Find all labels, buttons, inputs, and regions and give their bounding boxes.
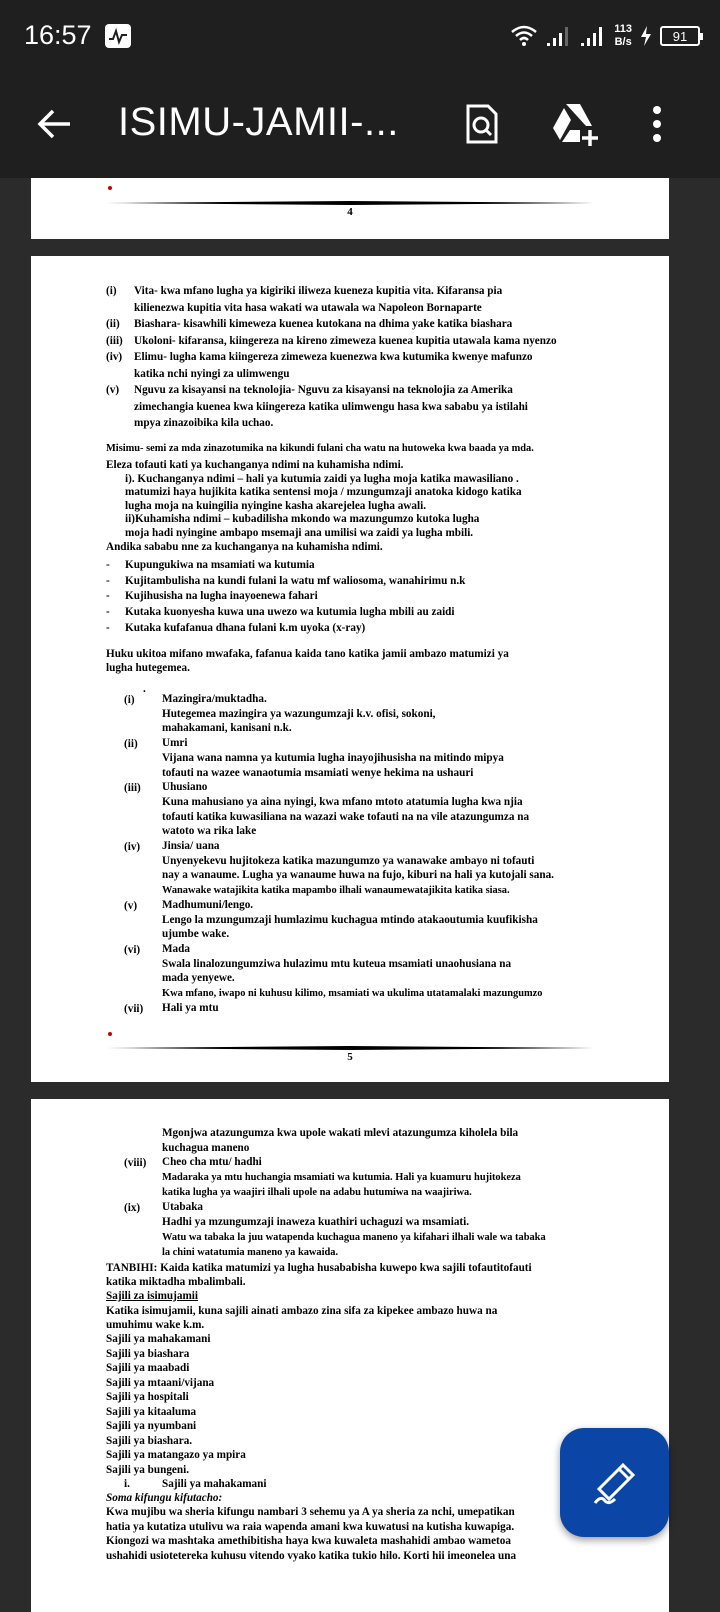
signal-icon-1 [546, 25, 572, 47]
text-line: tofauti na wazee wanaotumia msamiati wenye hekima na ushauri [162, 766, 474, 779]
text-line: Watu wa tabaka la juu watapenda kuchagua maneno ya kifahari ilhali wale wa tabaka [162, 1232, 546, 1243]
text-line: Sajili ya mahakamani [162, 1478, 267, 1490]
text-line: Katika isimujamii, kuna sajili ainati ambazo zina sifa za kipekee ambazo huwa na [106, 1305, 498, 1317]
text-line: i). Kuchanganya ndimi – hali ya kutumia zaidi ya lugha moja katika mawasiliano . [125, 472, 519, 485]
page-number: 5 [347, 1051, 353, 1063]
charging-icon [640, 26, 652, 46]
annotate-button[interactable] [560, 1428, 669, 1537]
text-line: kilienezwa kupitia vita hasa wakati wa utawala wa Napoleon Bornaparte [134, 301, 482, 314]
list-item: Sajili ya biashara. [106, 1434, 193, 1447]
text-line: lugha hutegemea. [106, 662, 190, 674]
text-line: Kutaka kuonyesha kuwa una uwezo wa kutumia lugha mbili au zaidi [125, 606, 455, 619]
text-line: hatia ya kutatiza utulivu wa raia wapenda amani kwa kuwatusi na kutisha kuwapiga. [106, 1520, 515, 1533]
bullet-marker: - [106, 590, 110, 603]
text-line: Soma kifungu kifutacho: [106, 1492, 223, 1504]
arrow-left-icon [34, 102, 78, 146]
list-label: (iv) [124, 841, 141, 853]
document-title: ISIMU-JAMII-... [118, 100, 399, 144]
text-line: Madhumuni/lengo. [162, 898, 254, 911]
back-button[interactable] [34, 102, 78, 146]
list-label: (viii) [124, 1157, 147, 1169]
status-indicators [510, 18, 700, 54]
wifi-icon [510, 24, 538, 48]
pdf-viewer[interactable] [0, 178, 720, 1612]
battery-level: 91 [672, 28, 688, 44]
text-line: Umri [162, 737, 188, 750]
text-line: watoto wa rika lake [162, 825, 257, 838]
text-line: katika miktadha mbalimbali. [106, 1275, 246, 1288]
text-line: Hadhi ya mzungumzaji inaweza kuathiri uchaguzi wa msamiati. [162, 1216, 470, 1228]
list-label: (v) [124, 899, 138, 912]
text-line: tofauti katika kuwasiliana na wazazi wake tofauti na na vile atazungumza na [162, 810, 530, 823]
text-line: katika lugha ya waajiri ilhali upole na adabu hutumiwa na waajiriwa. [162, 1187, 472, 1198]
text-line: Mada [162, 942, 190, 955]
text-line: Cheo cha mtu/ hadhi [162, 1156, 262, 1168]
list-item: Sajili ya bungeni. [106, 1463, 189, 1476]
activity-icon [105, 24, 131, 48]
text-line: Lengo la mzungumzaji humlazimu kuchagua mtindo atakaoutumia kuufikisha [162, 913, 538, 926]
more-vert-icon [640, 100, 674, 148]
red-dot-mark [108, 186, 112, 190]
list-label: (ix) [124, 1202, 141, 1214]
list-item: Sajili ya mtaani/vijana [106, 1376, 215, 1389]
text-line: ushahidi usiotetereka kuhusu vitendo vyako katika tukio hilo. Korti hii imeonelea una [106, 1549, 517, 1562]
page-rule [106, 201, 594, 205]
text-line: Andika sababu nne za kuchanganya na kuhamisha ndimi. [106, 540, 383, 553]
text-line: mahakamani, kanisani n.k. [162, 722, 292, 735]
text-line: la chini watatumia maneno ya kawaida. [162, 1247, 339, 1258]
text-line: nay a wanaume. Lugha ya wanaume huwa na fujo, kiburi na hali ya kutojali sana. [162, 869, 554, 882]
status-bar [0, 0, 720, 72]
text-line: Kutaka kufafanua dhana fulani k.m uyoka (x-ray) [125, 621, 366, 634]
text-line: moja hadi nyingine ambapo msemaji ana umilisi wa zaidi ya lugha mbili. [125, 527, 474, 539]
document-search-icon [460, 102, 504, 146]
battery-icon [660, 26, 700, 46]
text-line: Misimu- semi za mda zinazotumika na kikundi fulani cha watu na hutoweka kwa baada ya mda. [106, 443, 534, 454]
text-line: Vita- kwa mfano lugha ya kigiriki iliweza kueneza kupitia vita. Kifaransa pia [134, 285, 503, 297]
network-speed-value: 113 [614, 23, 632, 35]
text-line: Kujitambulisha na kundi fulani la watu mf waliosoma, wanahirimu n.k [125, 574, 466, 587]
text-line: Kupungukiwa na msamiati wa kutumia [125, 559, 315, 571]
text-line: zimechangia kuenea kwa kiingereza katika ulimwengu hasa kwa sababu ya istilahi [134, 400, 528, 413]
text-line: ii)Kuhamisha ndimi – kubadilisha mkondo wa mazungumzo kutoka lugha [125, 513, 480, 526]
red-dot-mark [108, 1032, 112, 1036]
text-line: Huku ukitoa mifano mwafaka, fafanua kaida tano katika jamii ambazo matumizi ya [106, 648, 509, 660]
text-line: Jinsia/ uana [162, 840, 220, 852]
more-options-button[interactable] [640, 100, 674, 148]
status-time: 16:57 [24, 20, 92, 50]
list-item: Sajili ya mahakamani [106, 1333, 211, 1345]
page-rule [106, 1046, 594, 1050]
list-label: i. [124, 1478, 130, 1490]
text-line: Uhusiano [162, 781, 208, 794]
list-label: (ii) [124, 738, 138, 751]
text-line: mpya zinazoibika kila uchao. [134, 417, 274, 429]
drive-add-icon [550, 100, 600, 148]
bullet-marker: - [106, 606, 110, 619]
text-line: ujumbe wake. [162, 928, 230, 941]
text-line: Swala linalozungumziwa hulazimu mtu kuteua msamiati unaohusiana na [162, 957, 512, 970]
list-label: (ii) [106, 318, 120, 330]
text-mark: . [143, 683, 146, 695]
find-in-document-button[interactable] [460, 102, 504, 146]
text-line: Biashara- kisawhili kimeweza kuenea kutokana na dhima yake katika biashara [134, 318, 513, 330]
pen-edit-icon [593, 1461, 637, 1505]
add-to-drive-button[interactable] [550, 100, 600, 148]
list-label: (iii) [124, 782, 141, 795]
text-line: Hutegemea mazingira ya wazungumzaji k.v. ofisi, sokoni, [162, 707, 436, 720]
text-line: Mgonjwa atazungumza kwa upole wakati mlevi atazungumza kiholela bila [162, 1127, 519, 1139]
pdf-page-5 [31, 256, 669, 1082]
text-line: Eleza tofauti kati ya kuchanganya ndimi na kuhamisha ndimi. [106, 459, 404, 471]
text-line: Kiongozi wa mashtaka amethibitisha haya kwa kuwaleta mashahidi ambao wametoa [106, 1535, 511, 1547]
text-line: Utabaka [162, 1201, 204, 1213]
list-label: (vii) [124, 1002, 144, 1015]
pdf-page-6 [31, 1099, 669, 1612]
text-line: lugha moja na kuingilia nyingine kasha akarejelea lugha awali. [125, 499, 426, 512]
bullet-marker: - [106, 621, 110, 634]
network-speed-unit: B/s [614, 36, 632, 48]
text-line: katika nchi nyingi za ulimwengu [134, 367, 290, 380]
text-line: TANBIHI: Kaida katika matumizi ya lugha husababisha kuwepo kwa sajili tofautitofauti [106, 1262, 532, 1274]
text-line: Kwa mfano, iwapo ni kuhusu kilimo, msamiati wa ukulima utatamalaki mazungumzo [162, 988, 543, 999]
list-item: Sajili ya biashara [106, 1347, 190, 1360]
list-item: Sajili ya maabadi [106, 1362, 190, 1374]
list-item: Sajili ya hospitali [106, 1391, 189, 1403]
text-line: kuchagua maneno [162, 1141, 250, 1154]
text-line: Kujihusisha na lugha inayoenewa fahari [125, 590, 318, 603]
list-label: (i) [124, 694, 135, 706]
pdf-page-4 [31, 178, 669, 239]
text-line: Hali ya mtu [162, 1001, 219, 1014]
signal-icon-2 [580, 25, 606, 47]
page-number: 4 [347, 206, 353, 218]
text-line: Mazingira/muktadha. [162, 693, 267, 705]
list-item: Sajili ya matangazo ya mpira [106, 1449, 246, 1461]
network-speed [614, 23, 632, 49]
bullet-marker: - [106, 559, 110, 571]
list-label: (vi) [124, 943, 141, 956]
text-line: Kuna mahusiano ya aina nyingi, kwa mfano mtoto atatumia lugha kwa njia [162, 795, 523, 808]
text-line: Elimu- lugha kama kiingereza zimeweza kuenezwa kwa kutumika kwenye mafunzo [134, 351, 533, 363]
list-item: Sajili ya nyumbani [106, 1420, 197, 1432]
text-line: mada yenyewe. [162, 972, 235, 985]
list-label: (i) [106, 285, 117, 297]
list-item: Sajili ya kitaaluma [106, 1405, 197, 1418]
text-line: Wanawake watajikita katika mapambo ilhali wanaumewatajikita katika siasa. [162, 885, 510, 897]
list-label: (iii) [106, 334, 123, 347]
app-bar [0, 72, 720, 178]
text-line: Unyenyekevu hujitokeza katika mazungumzo ya wanawake ambayo ni tofauti [162, 854, 535, 867]
text-line: Madaraka ya mtu huchangia msamiati wa kutumia. Hali ya kuamuru hujitokeza [162, 1172, 521, 1183]
text-line: umuhimu wake k.m. [106, 1319, 205, 1331]
section-heading: Sajili za isimujamii [106, 1290, 198, 1302]
text-line: Vijana wana namna ya kutumia lugha inayojihusisha na mitindo mipya [162, 751, 504, 764]
list-label: (iv) [106, 351, 123, 363]
text-line: Kwa mujibu wa sheria kifungu nambari 3 sehemu ya A ya sheria za nchi, umepatikan [106, 1506, 515, 1518]
text-line: Ukoloni- kifaransa, kiingereza na kireno zimeweza kuenea kupitia utawala kama nyenzo [134, 334, 557, 347]
list-label: (v) [106, 384, 120, 396]
text-line: matumizi haya hujikita katika sentensi moja / mzungumzaji anatoka kidogo katika [125, 486, 522, 499]
bullet-marker: - [106, 574, 110, 587]
text-line: Nguvu za kisayansi na teknolojia- Nguvu za kisayansi na teknolojia za Amerika [134, 384, 513, 396]
